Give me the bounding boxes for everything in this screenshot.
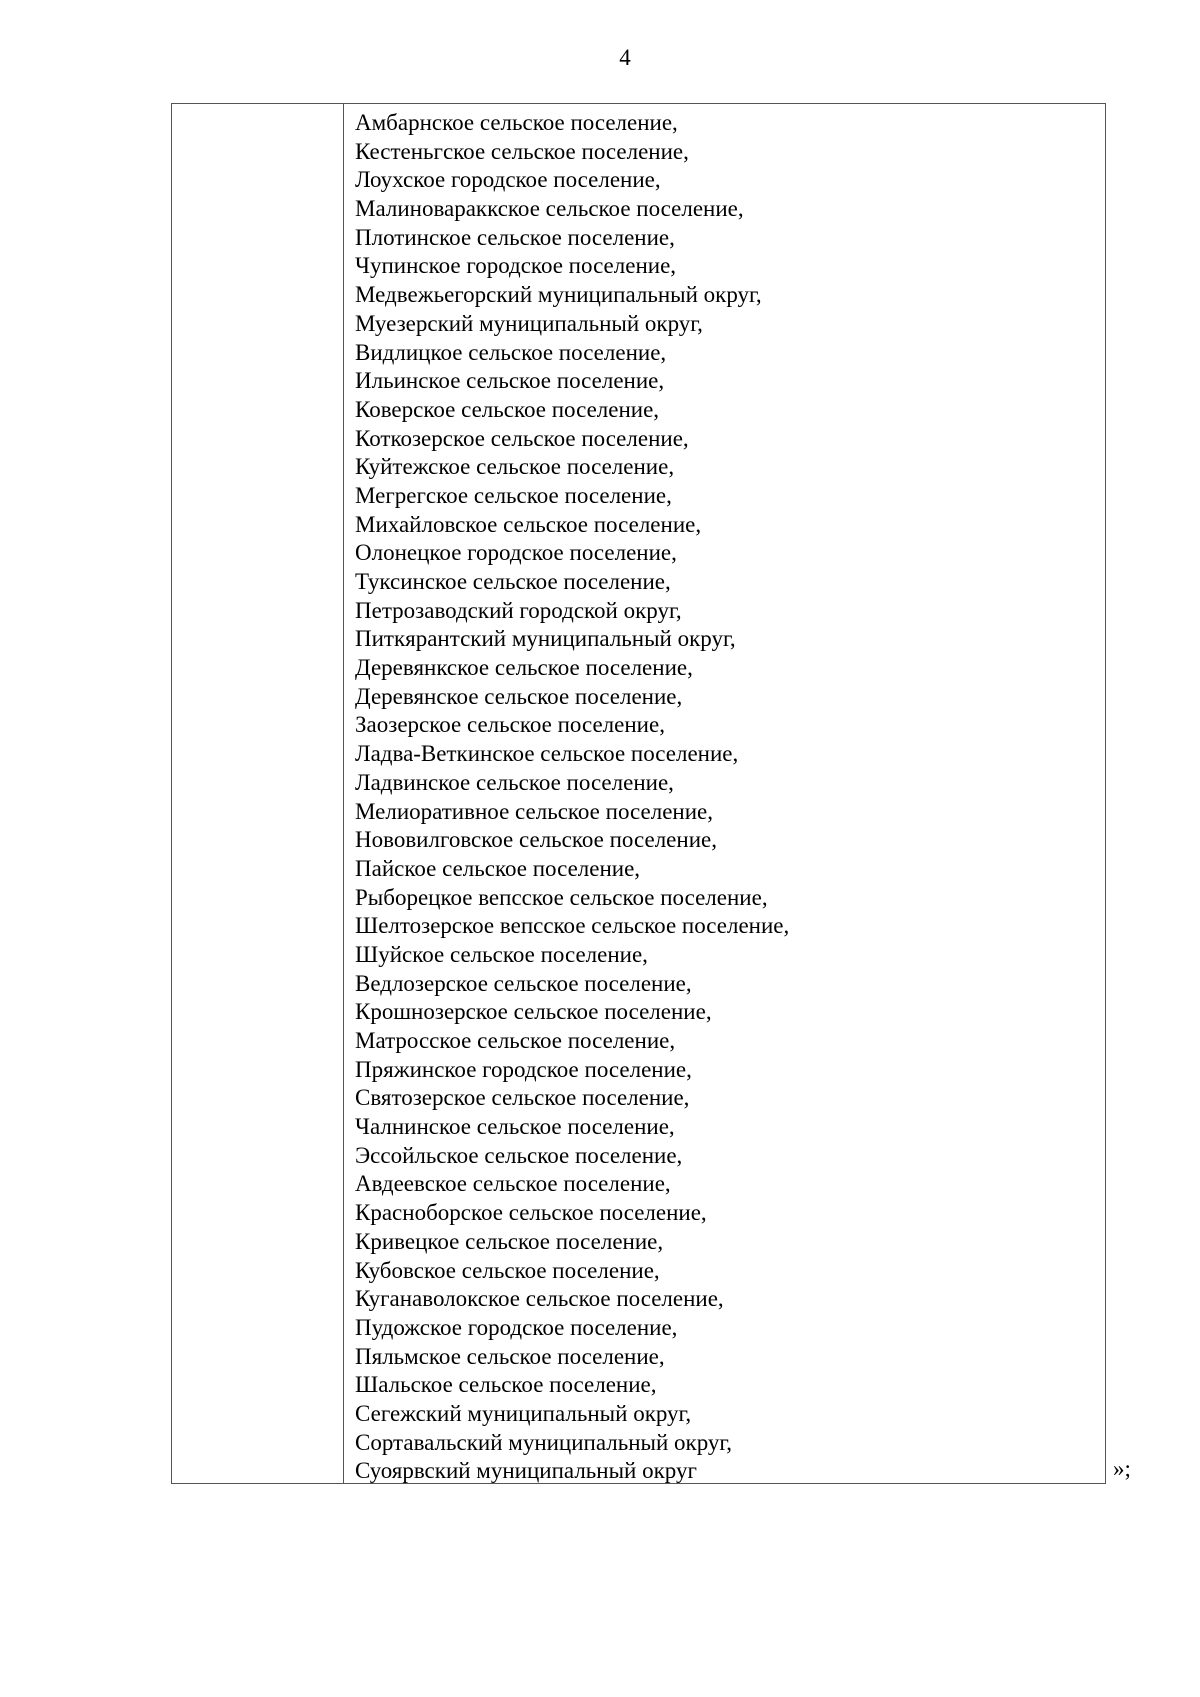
list-item: Шелтозерское вепсское сельское поселение,	[355, 913, 790, 939]
column-divider	[343, 104, 344, 1483]
list-item: Пряжинское городское поселение,	[355, 1056, 692, 1082]
list-item: Петрозаводский городской округ,	[355, 597, 682, 623]
list-item: Мегрегское сельское поселение,	[355, 482, 672, 508]
list-item: Мелиоративное сельское поселение,	[355, 798, 713, 824]
list-item: Нововилговское сельское поселение,	[355, 827, 717, 853]
list-item: Чалнинское сельское поселение,	[355, 1114, 675, 1140]
list-item: Эссойльское сельское поселение,	[355, 1142, 683, 1168]
list-item: Куганаволокское сельское поселение,	[355, 1286, 724, 1312]
municipalities-table	[171, 103, 1106, 1484]
list-item: Пудожское городское поселение,	[355, 1314, 678, 1340]
list-item: Ильинское сельское поселение,	[355, 368, 665, 394]
list-item: Красноборское сельское поселение,	[355, 1200, 707, 1226]
list-item: Ведлозерское сельское поселение,	[355, 970, 692, 996]
list-item: Олонецкое городское поселение,	[355, 540, 677, 566]
list-item: Михайловское сельское поселение,	[355, 511, 702, 537]
list-item: Коверское сельское поселение,	[355, 396, 660, 422]
list-item: Амбарнское сельское поселение,	[355, 110, 678, 135]
list-item: Медвежьегорский муниципальный округ,	[355, 282, 762, 308]
list-item: Коткозерское сельское поселение,	[355, 425, 689, 451]
list-item: Пайское сельское поселение,	[355, 855, 641, 881]
list-item: Деревянкское сельское поселение,	[355, 655, 693, 681]
list-item: Кубовское сельское поселение,	[355, 1257, 660, 1283]
list-item: Святозерское сельское поселение,	[355, 1085, 690, 1111]
list-item: Малиновараккское сельское поселение,	[355, 196, 744, 222]
list-item: Куйтежское сельское поселение,	[355, 454, 675, 480]
list-item: Суоярвский муниципальный округ	[355, 1458, 697, 1484]
list-item: Ладвинское сельское поселение,	[355, 769, 674, 795]
list-item: Шальское сельское поселение,	[355, 1372, 657, 1398]
list-item: Муезерский муниципальный округ,	[355, 310, 703, 336]
list-item: Рыборецкое вепсское сельское поселение,	[355, 884, 768, 910]
list-item: Плотинское сельское поселение,	[355, 224, 675, 250]
list-item: Шуйское сельское поселение,	[355, 941, 648, 967]
list-item: Заозерское сельское поселение,	[355, 712, 665, 738]
list-item: Кривецкое сельское поселение,	[355, 1228, 664, 1254]
list-item: Сегежский муниципальный округ,	[355, 1400, 692, 1426]
list-item: Чупинское городское поселение,	[355, 253, 677, 279]
closing-quote-mark: »;	[1113, 1456, 1131, 1481]
page-number: 4	[619, 45, 631, 70]
list-item: Ладва-Веткинское сельское поселение,	[355, 741, 739, 767]
list-item: Крошнозерское сельское поселение,	[355, 999, 712, 1025]
list-item: Авдеевское сельское поселение,	[355, 1171, 671, 1197]
list-item: Матросское сельское поселение,	[355, 1028, 676, 1053]
list-item: Лоухское городское поселение,	[355, 167, 661, 193]
list-item: Питкярантский муниципальный округ,	[355, 626, 736, 652]
list-item: Видлицкое сельское поселение,	[355, 339, 667, 365]
list-item: Пяльмское сельское поселение,	[355, 1343, 665, 1369]
municipalities-list	[355, 109, 1095, 1486]
list-item: Сортавальский муниципальный округ,	[355, 1429, 733, 1455]
list-item: Деревянское сельское поселение,	[355, 683, 683, 709]
list-item: Кестеньгское сельское поселение,	[355, 138, 689, 164]
list-item: Туксинское сельское поселение,	[355, 569, 671, 594]
